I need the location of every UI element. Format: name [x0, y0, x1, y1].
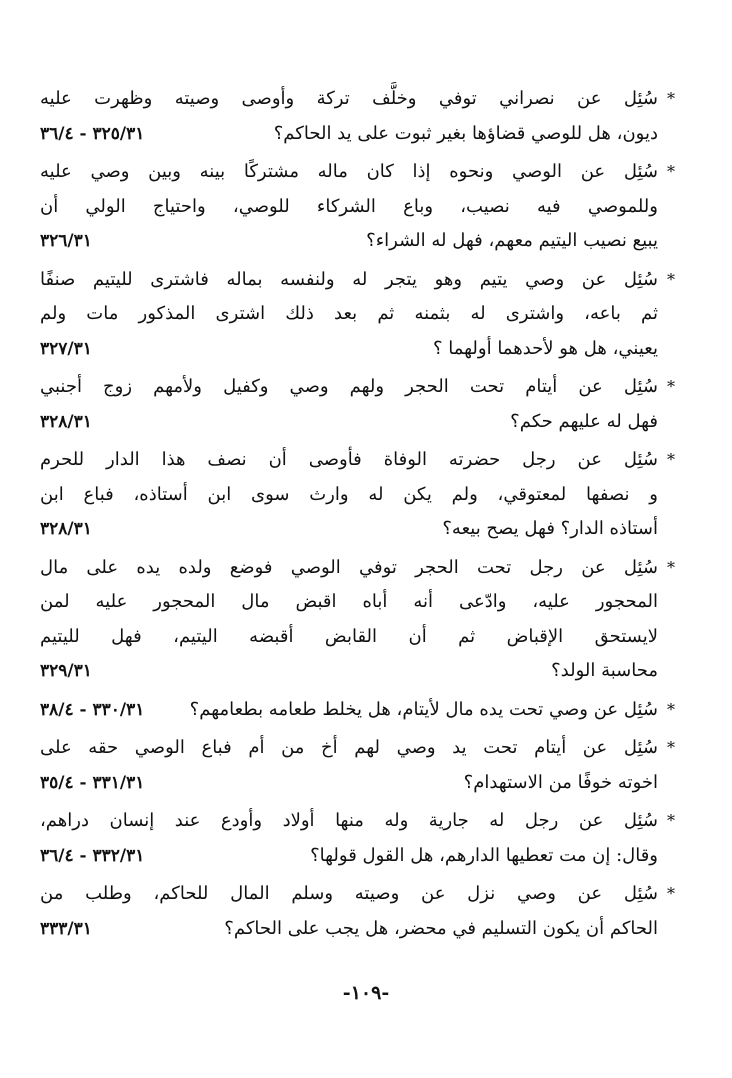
bullet-star-icon: * — [667, 89, 675, 108]
volume-page-ref: ٣٢٨/٣١ — [40, 405, 98, 440]
entry-text-line: محاسبة الولد؟ — [551, 660, 658, 681]
bullet-star-icon: * — [667, 269, 675, 289]
volume-page-ref: ٣٢٩/٣١ — [40, 654, 98, 689]
index-entry — [40, 804, 680, 873]
index-entry — [40, 877, 680, 946]
entry-text-line: ديون، هل للوصي قضاؤها بغير ثبوت على يد الحاكم؟ — [273, 122, 658, 144]
volume-page-ref: ٣٢٥/٣١ - ٣٦/٤ — [40, 117, 150, 152]
entry-text-line: سُئِل عن أيتام تحت يد وصي لهم أخ من أم فباع الوصي حقه على — [40, 737, 658, 758]
fatwa-index-list — [40, 82, 680, 950]
volume-page-ref: ٣٢٧/٣١ — [40, 332, 98, 367]
entry-text-line: ثم باعه، واشترى له بثمنه ثم بعد ذلك اشترى المذكور مات ولم — [40, 303, 658, 324]
bullet-star-icon: * — [667, 811, 675, 830]
entry-text-line: سُئِل عن رجل تحت الحجر توفي الوصي فوضع ولده يده على مال — [40, 556, 658, 578]
index-entry — [40, 731, 680, 800]
volume-page-ref: ٣٣٢/٣١ - ٣٦/٤ — [40, 839, 150, 874]
bullet-star-icon: * — [667, 884, 675, 903]
index-entry — [40, 82, 680, 151]
entry-text-line: سُئِل عن رجل له جارية وله منها أولاد وأودع عند إنسان دراهم، — [40, 810, 658, 831]
index-entry — [40, 370, 680, 439]
index-entry — [40, 263, 680, 367]
entry-text-line: فهل له عليهم حكم؟ — [510, 410, 658, 432]
entry-text-line: اخوته خوفًا من الاستهدام؟ — [463, 771, 658, 793]
page-number: -١٠٩- — [342, 982, 390, 1004]
bullet-star-icon: * — [667, 162, 675, 181]
index-entry — [40, 443, 680, 547]
entry-text-line: سُئِل عن الوصي ونحوه إذا كان ماله مشتركًا بينه وبين وصي عليه — [40, 161, 658, 182]
entry-text-line: و نصفها لمعتوقي، ولم يكن له وارث سوى ابن أستاذه، فباع ابن — [40, 483, 658, 505]
entry-text-line: سُئِل عن أيتام تحت الحجر ولهم وصي وكفيل ولأمهم زوج أجنبي — [40, 376, 658, 397]
entry-text-line: يعيني، هل هو لأحدهما أولهما ؟ — [432, 337, 658, 359]
entry-text-line: سُئِل عن نصراني توفي وخلَّف تركة وأوصى وصيته وظهرت عليه — [40, 88, 658, 109]
entry-text-line: أستاذه الدار؟ فهل يصح بيعه؟ — [442, 518, 658, 539]
entry-text-line: لايستحق الإقباض ثم أن القابض أقبضه اليتيم، فهل لليتيم — [40, 625, 658, 647]
bullet-star-icon: * — [667, 738, 675, 757]
entry-text-line: سُئِل عن وصي تحت يده مال لأيتام، هل يخلط طعامه بطعامهم؟ — [189, 698, 658, 720]
entry-text-line: سُئِل عن رجل حضرته الوفاة فأوصى أن نصف هذا الدار للحرم — [40, 449, 658, 470]
volume-page-ref: ٣٢٦/٣١ — [40, 224, 98, 259]
volume-page-ref: ٣٣٠/٣١ - ٣٨/٤ — [40, 693, 150, 728]
entry-text-line: سُئِل عن وصي نزل عن وصيته وسلم المال للحاكم، وطلب من — [40, 883, 658, 904]
entry-text-line: الحاكم أن يكون التسليم في محضر، هل يجب على الحاكم؟ — [224, 917, 658, 939]
index-entry — [40, 155, 680, 259]
bullet-star-icon: * — [667, 377, 675, 396]
volume-page-ref: ٣٢٨/٣١ — [40, 512, 98, 547]
entry-text-line: سُئِل عن وصي يتيم وهو يتجر له ولنفسه بماله فاشترى لليتيم صنفًا — [40, 268, 658, 290]
volume-page-ref: ٣٣١/٣١ - ٣٥/٤ — [40, 766, 150, 801]
volume-page-ref: ٣٣٣/٣١ — [40, 912, 98, 947]
entry-text-line: وقال: إن مت تعطيها الدارهم، هل القول قولها؟ — [310, 844, 658, 866]
entry-text-line: وللموصي فيه نصيب، وباع الشركاء للوصي، واحتياج الولي أن — [40, 195, 658, 217]
index-entry — [40, 551, 680, 689]
bullet-star-icon: * — [667, 450, 675, 469]
entry-text-line: يبيع نصيب اليتيم معهم، فهل له الشراء؟ — [366, 230, 658, 251]
bullet-star-icon: * — [667, 699, 675, 719]
bullet-star-icon: * — [667, 557, 675, 577]
index-entry — [40, 693, 680, 728]
entry-text-line: المحجور عليه، وادّعى أنه أباه اقبض مال المحجور عليه لمن — [40, 591, 658, 612]
